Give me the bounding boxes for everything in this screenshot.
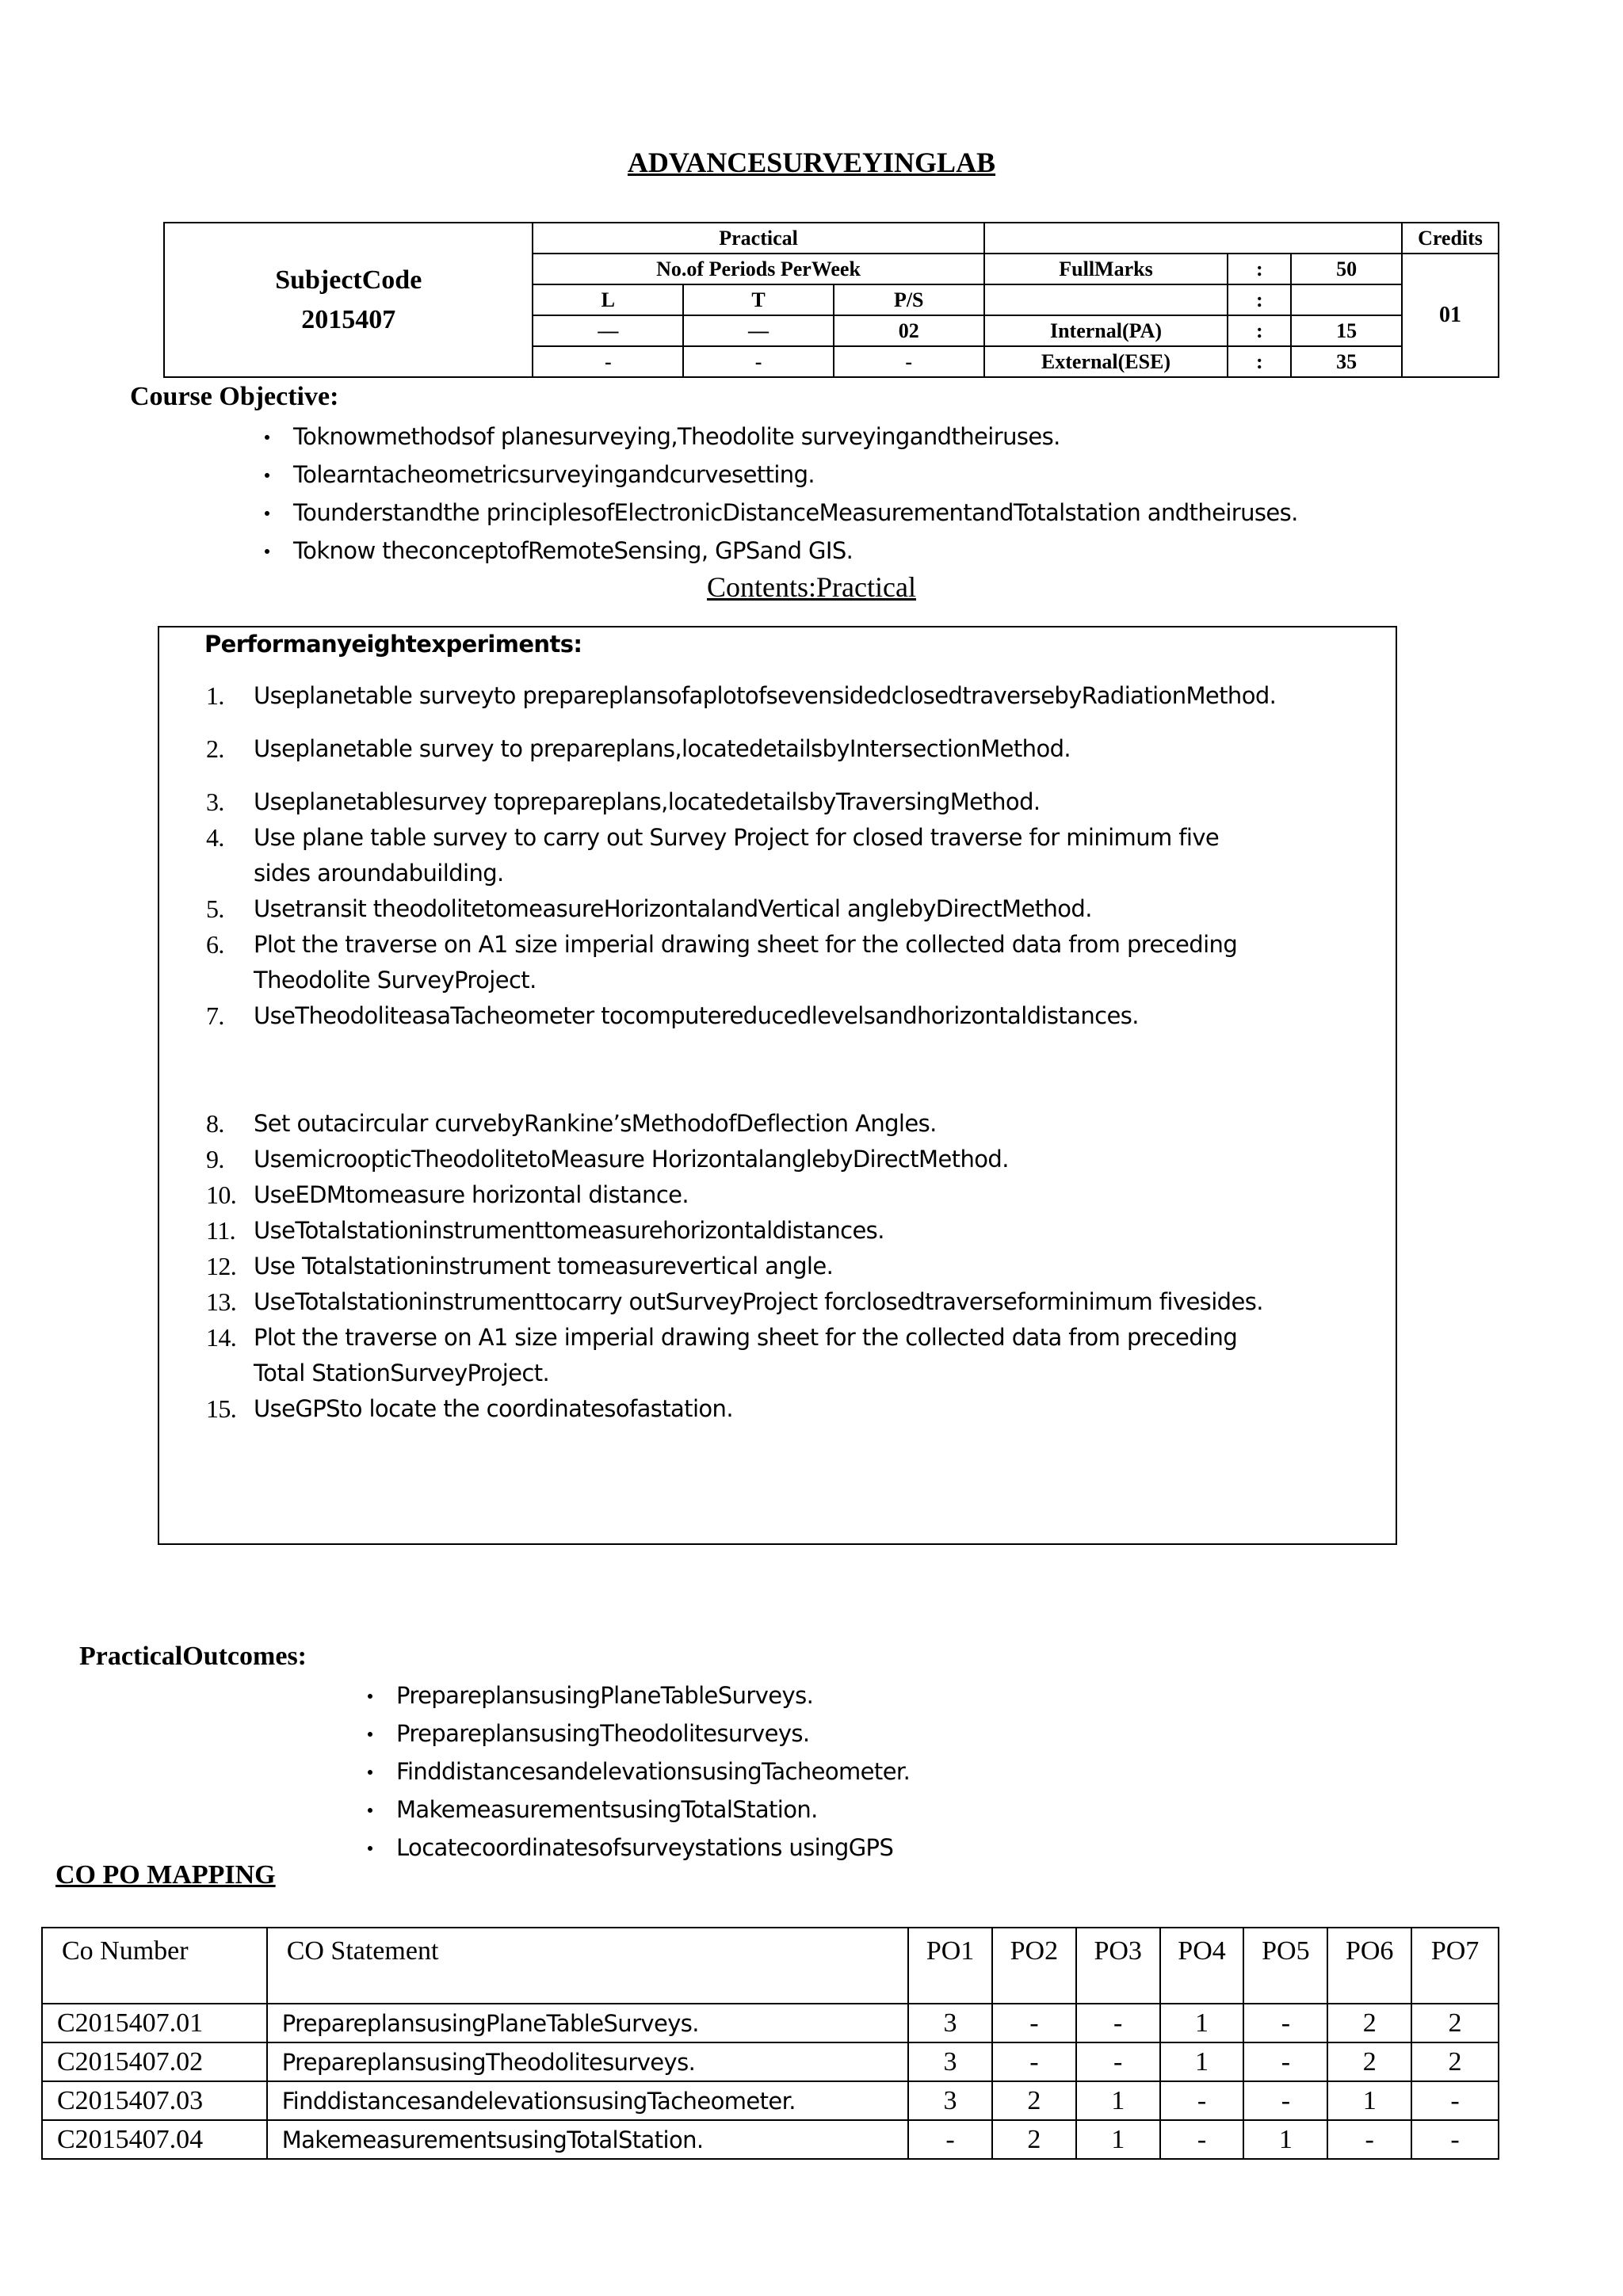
column-header: PO2 (992, 1928, 1076, 2004)
blank-header (984, 223, 1402, 254)
objective-item: Toknow theconceptofRemoteSensing, GPSand GIS. (262, 532, 1298, 570)
po-value: 1 (1076, 2081, 1160, 2120)
t-label: T (683, 284, 834, 315)
perform-heading: Performanyeightexperiments: (204, 631, 582, 658)
po-value: 1 (1243, 2120, 1327, 2159)
co-po-mapping-table (41, 1927, 1499, 2160)
course-objective-heading: Course Objective: (130, 382, 339, 411)
experiment-number: 12. (206, 1252, 237, 1280)
co-statement: PrepareplansusingPlaneTableSurveys. (267, 2004, 908, 2042)
po-value: - (1160, 2081, 1244, 2120)
po-value: - (1160, 2120, 1244, 2159)
colon: : (1228, 346, 1291, 377)
document-title: ADVANCESURVEYINGLAB (627, 147, 996, 178)
experiment-text: UseTheodoliteasaTacheometer tocomputereducedlevelsandhorizontaldistances. (254, 1002, 1139, 1029)
dash-cell: - (834, 346, 984, 377)
t-value: — (683, 315, 834, 346)
outcome-item: PrepareplansusingPlaneTableSurveys. (365, 1676, 910, 1714)
experiment-text: UseTotalstationinstrumenttomeasurehorizontaldistances. (254, 1217, 884, 1244)
po-value: 2 (1411, 2004, 1499, 2042)
experiment-text: Theodolite SurveyProject. (254, 967, 537, 994)
co-number: C2015407.03 (42, 2081, 267, 2120)
po-value: 2 (992, 2120, 1076, 2159)
full-marks-label: FullMarks (984, 254, 1228, 284)
colon: : (1228, 254, 1291, 284)
experiment-number: 7. (206, 1001, 224, 1030)
dash-cell: - (533, 346, 683, 377)
column-header: PO6 (1327, 1928, 1411, 2004)
external-marks: 35 (1291, 346, 1402, 377)
experiment-number: 8. (206, 1109, 224, 1138)
contents-heading: Contents:Practical (707, 571, 916, 603)
co-statement: MakemeasurementsusingTotalStation. (267, 2120, 908, 2159)
po-value: 2 (1327, 2004, 1411, 2042)
po-value: 2 (992, 2081, 1076, 2120)
co-number: C2015407.04 (42, 2120, 267, 2159)
experiment-text: Useplanetable surveyto prepareplansofaplotofsevensidedclosedtraversebyRadiationMethod. (254, 682, 1277, 709)
table-header-row (42, 1928, 1499, 2004)
experiment-number: 6. (206, 930, 224, 959)
experiment-number: 2. (206, 734, 224, 763)
practical-outcomes-heading: PracticalOutcomes: (79, 1642, 307, 1671)
column-header: Co Number (42, 1928, 267, 2004)
experiment-number: 1. (206, 681, 224, 710)
l-label: L (533, 284, 683, 315)
po-value: - (1076, 2042, 1160, 2081)
internal-label: Internal(PA) (984, 315, 1228, 346)
co-number: C2015407.01 (42, 2004, 267, 2042)
table-row (42, 2120, 1499, 2159)
experiment-text: UseGPSto locate the coordinatesofastation. (254, 1395, 733, 1422)
subject-code: 2015407 (301, 304, 396, 334)
po-value: - (1327, 2120, 1411, 2159)
objective-item: Tolearntacheometricsurveyingandcurvesetting. (262, 456, 1298, 494)
column-header: CO Statement (267, 1928, 908, 2004)
experiment-text: Plot the traverse on A1 size imperial drawing sheet for the collected data from preceding (254, 1324, 1238, 1351)
table-row (42, 2042, 1499, 2081)
periods-label: No.of Periods PerWeek (533, 254, 983, 284)
po-value: 1 (1076, 2120, 1160, 2159)
co-number: C2015407.02 (42, 2042, 267, 2081)
po-value: - (992, 2004, 1076, 2042)
experiment-number: 10. (206, 1180, 237, 1209)
subject-info-table (163, 222, 1499, 378)
po-value: 2 (1327, 2042, 1411, 2081)
objective-item: Toknowmethodsof planesurveying,Theodolite surveyingandtheiruses. (262, 418, 1298, 456)
experiment-text: Set outacircular curvebyRankine’sMethodofDeflection Angles. (254, 1110, 937, 1137)
subject-code-cell (164, 223, 533, 377)
experiment-text: Usetransit theodolitetomeasureHorizontalandVertical anglebyDirectMethod. (254, 895, 1092, 922)
experiment-number: 13. (206, 1287, 237, 1316)
full-marks-value: 50 (1291, 254, 1402, 284)
experiment-text: Useplanetablesurvey toprepareplans,locatedetailsbyTraversingMethod. (254, 788, 1041, 815)
experiment-number: 4. (206, 823, 224, 852)
co-statement: FinddistancesandelevationsusingTacheometer. (267, 2081, 908, 2120)
column-header: PO3 (1076, 1928, 1160, 2004)
experiment-number: 5. (206, 894, 224, 923)
experiment-text: Useplanetable survey to prepareplans,locatedetailsbyIntersectionMethod. (254, 735, 1071, 762)
experiment-number: 14. (206, 1323, 237, 1352)
subject-code-label: SubjectCode (275, 265, 422, 295)
po-value: 1 (1160, 2042, 1244, 2081)
experiment-text: UseTotalstationinstrumenttocarry outSurveyProject forclosedtraverseforminimum fivesides. (254, 1288, 1263, 1315)
column-header: PO7 (1411, 1928, 1499, 2004)
credits-value: 01 (1402, 254, 1499, 377)
po-value: - (1243, 2081, 1327, 2120)
experiment-text: Total StationSurveyProject. (254, 1360, 550, 1386)
po-value: - (1411, 2081, 1499, 2120)
po-value: 1 (1327, 2081, 1411, 2120)
practical-header: Practical (533, 223, 983, 254)
external-label: External(ESE) (984, 346, 1228, 377)
co-statement: PrepareplansusingTheodolitesurveys. (267, 2042, 908, 2081)
po-value: - (1076, 2004, 1160, 2042)
experiment-number: 15. (206, 1394, 237, 1423)
l-value: — (533, 315, 683, 346)
po-value: - (1243, 2042, 1327, 2081)
blank-cell (984, 284, 1228, 315)
co-po-mapping-heading: CO PO MAPPING (55, 1860, 276, 1890)
po-value: - (1411, 2120, 1499, 2159)
outcome-item: MakemeasurementsusingTotalStation. (365, 1791, 910, 1829)
po-value: 3 (908, 2042, 992, 2081)
column-header: PO5 (1243, 1928, 1327, 2004)
colon: : (1228, 315, 1291, 346)
experiment-number: 3. (206, 788, 224, 816)
experiment-text: sides aroundabuilding. (254, 860, 504, 887)
experiment-number: 9. (206, 1145, 224, 1173)
internal-marks: 15 (1291, 315, 1402, 346)
dash-cell: - (683, 346, 834, 377)
po-value: - (992, 2042, 1076, 2081)
ps-value: 02 (834, 315, 984, 346)
experiment-text: Use plane table survey to carry out Survey Project for closed traverse for minimum five (254, 824, 1220, 851)
po-value: 3 (908, 2004, 992, 2042)
po-value: - (1243, 2004, 1327, 2042)
po-value: 3 (908, 2081, 992, 2120)
colon: : (1228, 284, 1291, 315)
outcome-item: FinddistancesandelevationsusingTacheometer. (365, 1753, 910, 1791)
table-row (42, 2081, 1499, 2120)
outcome-item: PrepareplansusingTheodolitesurveys. (365, 1714, 910, 1753)
po-value: - (908, 2120, 992, 2159)
objective-item: Tounderstandthe principlesofElectronicDistanceMeasurementandTotalstation andtheiruses. (262, 494, 1298, 532)
experiment-number: 11. (206, 1216, 236, 1245)
course-objective-list (262, 418, 1298, 570)
blank-cell (1291, 284, 1402, 315)
po-value: 2 (1411, 2042, 1499, 2081)
credits-header: Credits (1402, 223, 1499, 254)
experiment-text: UsemicroopticTheodolitetoMeasure HorizontalanglebyDirectMethod. (254, 1146, 1009, 1173)
experiment-text: Use Totalstationinstrument tomeasurevertical angle. (254, 1253, 834, 1280)
experiment-text: UseEDMtomeasure horizontal distance. (254, 1181, 689, 1208)
experiment-text: Plot the traverse on A1 size imperial drawing sheet for the collected data from preceding (254, 931, 1238, 958)
table-row (42, 2004, 1499, 2042)
outcome-item: Locatecoordinatesofsurveystations usingGPS (365, 1829, 910, 1867)
practical-outcomes-list (365, 1676, 910, 1867)
ps-label: P/S (834, 284, 984, 315)
po-value: 1 (1160, 2004, 1244, 2042)
column-header: PO4 (1160, 1928, 1244, 2004)
column-header: PO1 (908, 1928, 992, 2004)
